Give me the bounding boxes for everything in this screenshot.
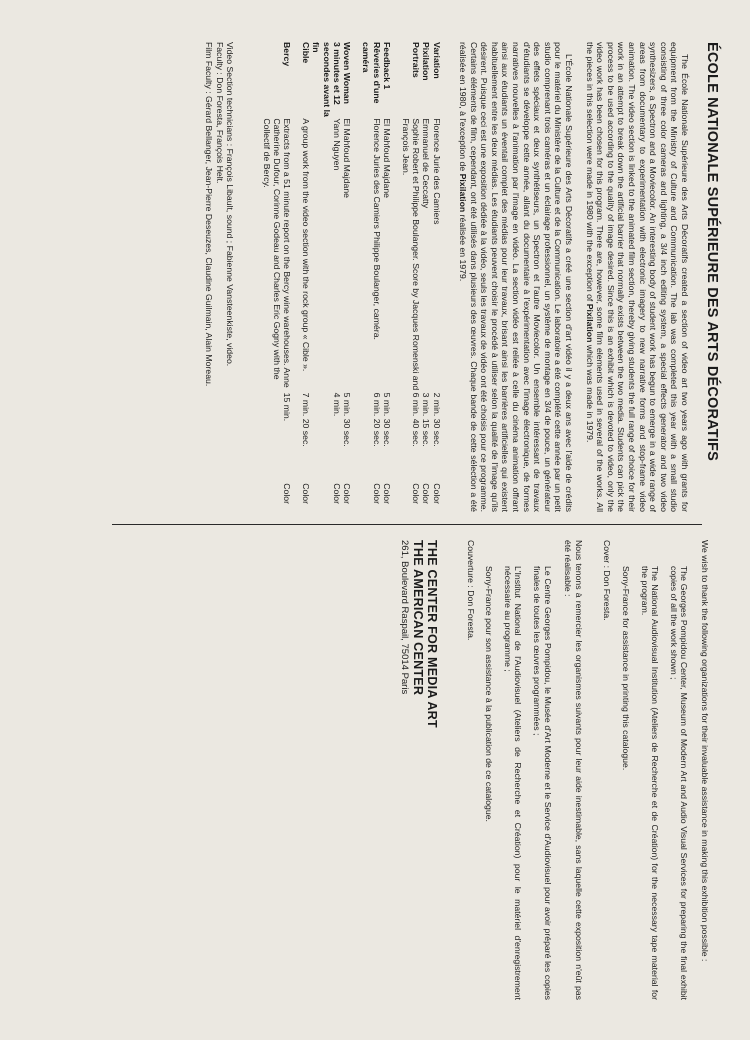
film-title: Woven Woman [342,42,353,104]
film-title: Pixilation [421,42,432,81]
ack-french-item: Sony-France pour son assistance à la publication de ce catalogue. [484,566,495,822]
film-row [401,42,421,504]
film-creators: A group work from the video section with the rock group « Cible ». [301,118,312,372]
film-color: Color [282,483,293,504]
film-creators: Florence Jurie des Camiers [431,118,442,225]
film-color: Color [411,483,422,504]
film-title: Bercy [282,42,293,67]
film-duration: 15 min. [282,392,293,422]
film-color: Color [301,483,312,504]
film-duration: 3 min. 15 sec. [421,392,432,447]
intro-french-bold: Pixilation [458,173,469,213]
film-color: Color [431,483,442,504]
film-list-body [261,42,441,504]
center-name: THE CENTER FOR MEDIA ART [425,540,440,728]
ack-english-list [620,566,689,1000]
film-duration: 6 min. 40 sec. [411,392,422,447]
film-row [361,42,381,504]
film-row [261,42,301,504]
film-creators: Extracts from a 51 minute report on the Bercy wine warehouses. Anne Catherine Dufour, Corinne Godeau and Charles Eric Gogny with the Collectif de Bercy. [261,118,293,388]
acknowledgements-column [398,540,710,1000]
ack-french-item: Le Centre Georges Pompidou, le Musée d'Art Moderne et le Service d'Audiovisuel pour avoir préparé les copies finales de toutes les œuvres programmées ; [532,566,553,1000]
film-duration: 7 min. 20 sec. [301,392,312,447]
film-title: Variation [431,42,442,79]
film-row [382,42,401,504]
ensad-column [204,42,720,512]
film-list-table [261,42,441,504]
cover-credit-english: Cover : Don Foresta. [602,540,613,621]
ack-english-intro: We wish to thank the following organizations for their invaluable assistance in making this exhibition possible : [700,540,710,962]
film-title: 3 minutes et 12 secondes avant la fin [311,42,342,117]
intro-english-text: The École Nationale Supérieure des Arts Décoratifs created a section of video art two years ago with grants for equipment from the Ministry of Culture and Communication. The lab was completed this year with a small studio consisting of three color cameras and lighting, a 3/4 inch editing system, a special effects generator and two video synthesizers, a Spectron and a Moviecolor. An interesting body of student work has begun to emerge in a wide range of areas from documentary to experimentation with electronic imagery to new narrative forms and stop-frame video animation. The video section is linked to the animated film section, thereby giving students the full range of choice for their work in an attempt to break down the artificial barrier that normally exists between the two media. Students can pick the process to be used according to the quality of image desired. Since this is an exhibit which is devoted to video, only the video work has been chosen for this program. There are, however, some film elements used in several of the works. All the pieces in this selection were made in 1980 with the exception of [584,42,690,512]
film-creators: El Mahfoud Majdane [381,118,392,198]
ack-english-item: Sony-France for assistance in printing this catalogue. [621,566,632,771]
film-duration: 4 min. [331,392,342,417]
ack-french-item: L'Institut National de l'Audiovisuel (Ateliers de Recherche et Création) pour le matériel d'enregistrement nécessaire au programme ; [502,566,524,1000]
film-row [301,42,311,504]
center-address: 261, Boulevard Raspail, 75014 Paris [399,540,411,695]
film-duration: 2 min. 30 sec. [431,392,442,447]
film-creators: Sophie Robert et Philippe Boulanger. Score by Jacques Romenski and François Jean. [400,118,422,391]
film-color: Color [421,483,432,504]
film-color: Color [381,483,392,504]
intro-french-text: L'École Nationale Supérieure des Arts Décoratifs a créé une section d'art vidéo il y a deux ans avec l'aide de crédits pour le matériel du Ministère de la Culture et de la Communication. Le laboratoire a été complété cette année par un petit studio comprenant trois caméras et un éclairage professionnel, un système de montage en 3/4 de pouce, un générateur des effets spéciaux et deux synthétiseurs, un Spectron et l'autre Moviecolor. Un ensemble intéressant de travaux d'étudiants se développe cette année, allant du documentaire à l'expérimentation avec l'image électronique, de formes narratives nouvelles à l'animation par l'image en vidéo. La section vidéo est reliée à celle du cinéma animation offrant ainsi aux étudiants un éventail complet des médias pour leur travaux, brisant ainsi les barrières artificielles qui existent habituellement entre les deux médias. Les étudiants peuvent choisir le procédé à utiliser selon la qualité de l'image qu'ils désirent. Puisque ceci est une exposition dédiée à la vidéo, seuls les travaux de vidéo ont été choisis pour ce programme. Certains éléments de film, cependant, ont été utilisés dans plusieurs des œuvres. Chaque bande de cette sélection a été réalisée en 1980, à l'exception de [458,42,575,512]
film-row [421,42,431,504]
film-title: Portraits [411,42,422,78]
american-center-name: THE AMERICAN CENTER [411,540,426,696]
film-duration: 5 min. 30 sec. [342,392,353,447]
center-address-block [398,540,439,1000]
intro-english-end: which was made in 1979. [584,344,595,443]
film-row [311,42,342,504]
ack-french-list [484,566,553,1000]
film-creators: El Mahfoud Majdane [342,118,353,198]
intro-english-bold: Pixilation [584,303,595,343]
film-creators: Florence Juries des Camiers Philippe Boulanger, caméra. [371,118,382,340]
film-color: Color [371,483,382,504]
film-duration: 5 min. 30 sec. [381,392,392,447]
intro-english [584,42,690,512]
intro-french [458,42,575,512]
cover-credit-french: Couverture : Don Foresta. [465,540,476,641]
section-heading: ÉCOLE NATIONALE SUPÉRIEURE DES ARTS DÉCORATIFS [704,42,720,461]
film-title: Cible [301,42,312,64]
credit-line: Video Section technicians : François Libault, sound ; Fabienne Vansteenkiste, video. [225,42,236,367]
ack-english-item: The National Audiovisual Institution (Ateliers de Recherche et de Création) for the necessary tape material for the program. [639,566,661,1000]
film-duration: 6 min. 20 sec. [371,392,382,447]
column-divider [112,524,702,525]
film-row [342,42,361,504]
film-color: Color [331,483,342,504]
credits-block [204,42,236,512]
film-title: Feedback 1 [381,42,392,90]
ack-french-intro: Nous tenons à remercier les organismes suivants pour leur aide inestimable, sans laquelle cette exposition n'eût pas été réalisable : [563,540,584,1000]
film-row [431,42,441,504]
film-title: Rêveries d'une caméra [361,42,382,104]
film-color: Color [342,483,353,504]
ack-english-item: The Georges Pompidou Center, Museum of Modern Art and Audio Visual Services for preparing the final exhibit copies of all the work shown ; [668,566,690,1000]
film-creators: Emmanuel de Ceccatty [421,118,432,209]
credit-line: Film Faculty : Gérard Bellanger, Jean-Pierre Deseuzes, Claudine Guilmain, Alain Moreau. [204,42,215,387]
film-creators: Yann Nguyen [331,118,342,171]
intro-french-end: réalisée en 1979. [458,214,469,282]
credit-line: Faculty : Don Foresta, François Helt. [214,42,225,184]
